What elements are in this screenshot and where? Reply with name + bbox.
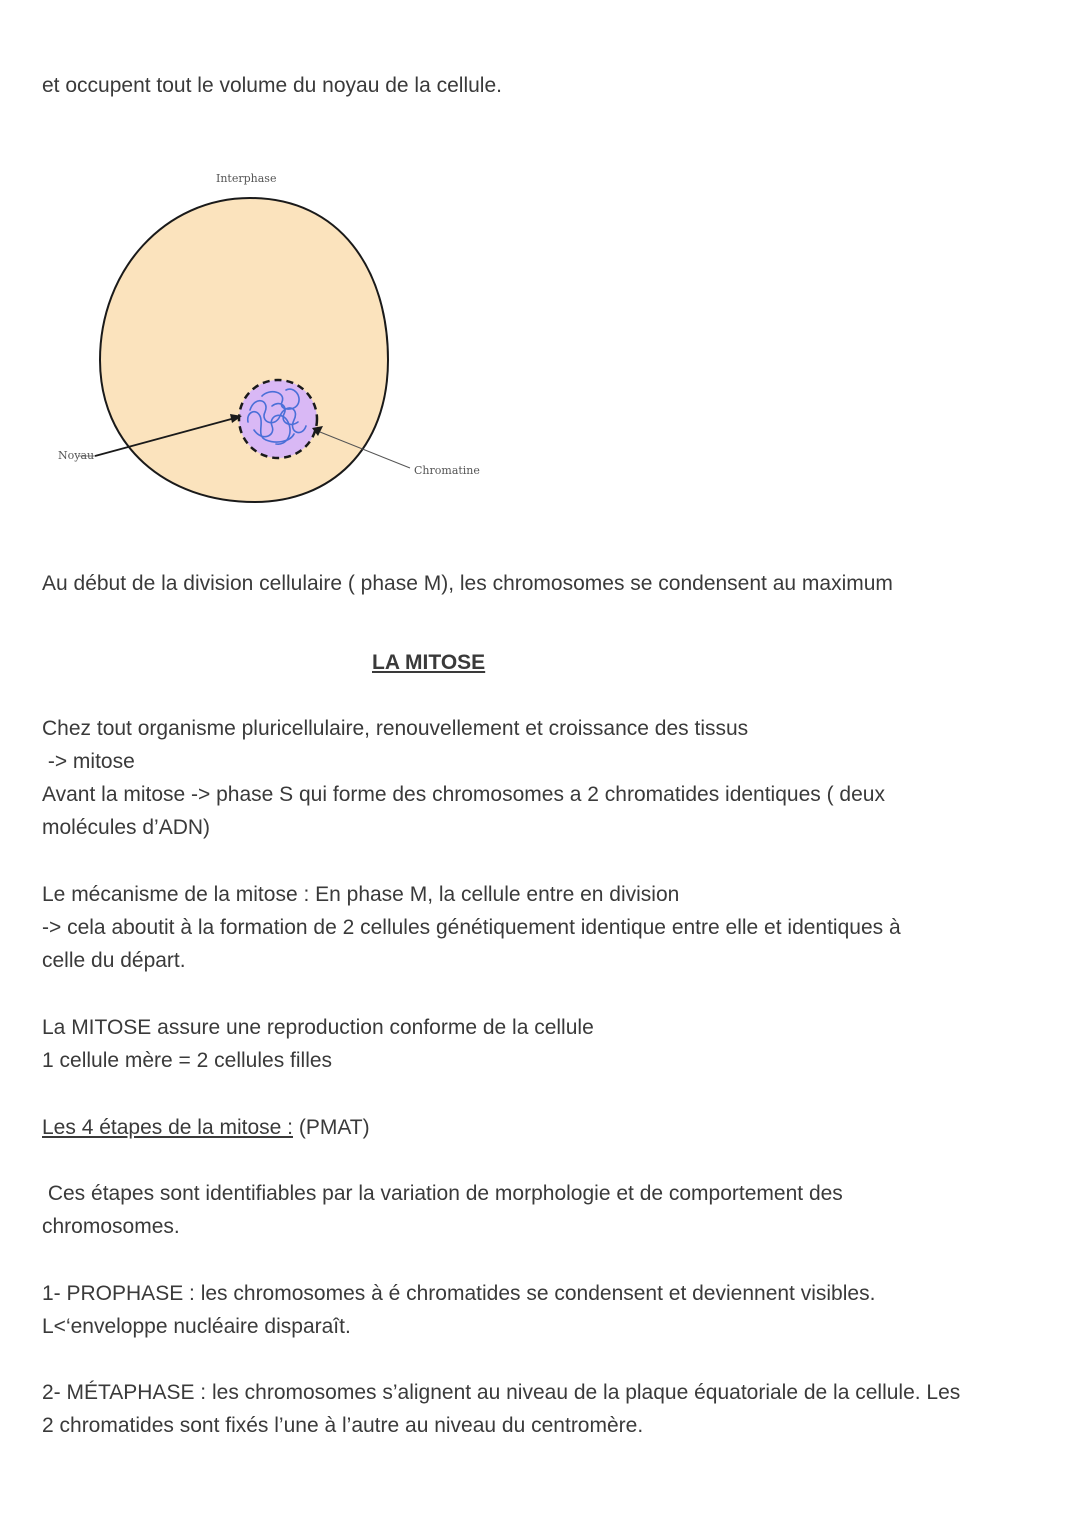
metaphase-line-1: 2- MÉTAPHASE : les chromosomes s’alignent au niveau de la plaque équatoriale de la cellule. Les (42, 1381, 961, 1404)
paragraph-3-line-2: 1 cellule mère = 2 cellules filles (42, 1049, 333, 1072)
steps-heading: Les 4 étapes de la mitose : (42, 1116, 293, 1139)
paragraph-1-line-4: molécules d’ADN) (42, 816, 211, 839)
intro-line: et occupent tout le volume du noyau de la cellule. (42, 74, 502, 97)
paragraph-2-line-1: Le mécanisme de la mitose : En phase M, la cellule entre en division (42, 883, 680, 906)
diagram-title: Interphase (216, 172, 277, 185)
cell-membrane (100, 198, 388, 502)
paragraph-1-line-3: Avant la mitose -> phase S qui forme des chromosomes a 2 chromatides identiques ( deux (42, 783, 885, 806)
paragraph-1-line-1: Chez tout organisme pluricellulaire, renouvellement et croissance des tissus (42, 717, 749, 740)
paragraph-3-line-1: La MITOSE assure une reproduction conforme de la cellule (42, 1016, 594, 1039)
noyau-label: Noyau (58, 449, 95, 462)
section-title: LA MITOSE (372, 651, 486, 674)
prophase-line-2: L<‘enveloppe nucléaire disparaît. (42, 1315, 351, 1338)
metaphase-line-2: 2 chromatides sont fixés l’une à l’autre au niveau du centromère. (42, 1414, 644, 1437)
steps-heading-suffix: (PMAT) (293, 1116, 370, 1139)
phase-m-line: Au début de la division cellulaire ( phase M), les chromosomes se condensent au maximum (42, 572, 893, 595)
chromatine-label: Chromatine (414, 464, 480, 477)
paragraph-1-line-2: -> mitose (42, 750, 135, 773)
paragraph-2-line-2: -> cela aboutit à la formation de 2 cellules génétiquement identique entre elle et identiques à (42, 916, 901, 939)
prophase-line-1: 1- PROPHASE : les chromosomes à é chromatides se condensent et deviennent visibles. (42, 1282, 876, 1305)
paragraph-2-line-3: celle du départ. (42, 949, 186, 972)
interphase-cell-diagram (50, 160, 500, 520)
steps-heading-line (42, 1111, 370, 1144)
paragraph-4-line-1: Ces étapes sont identifiables par la variation de morphologie et de comportement des (42, 1182, 843, 1205)
paragraph-4-line-2: chromosomes. (42, 1215, 180, 1238)
